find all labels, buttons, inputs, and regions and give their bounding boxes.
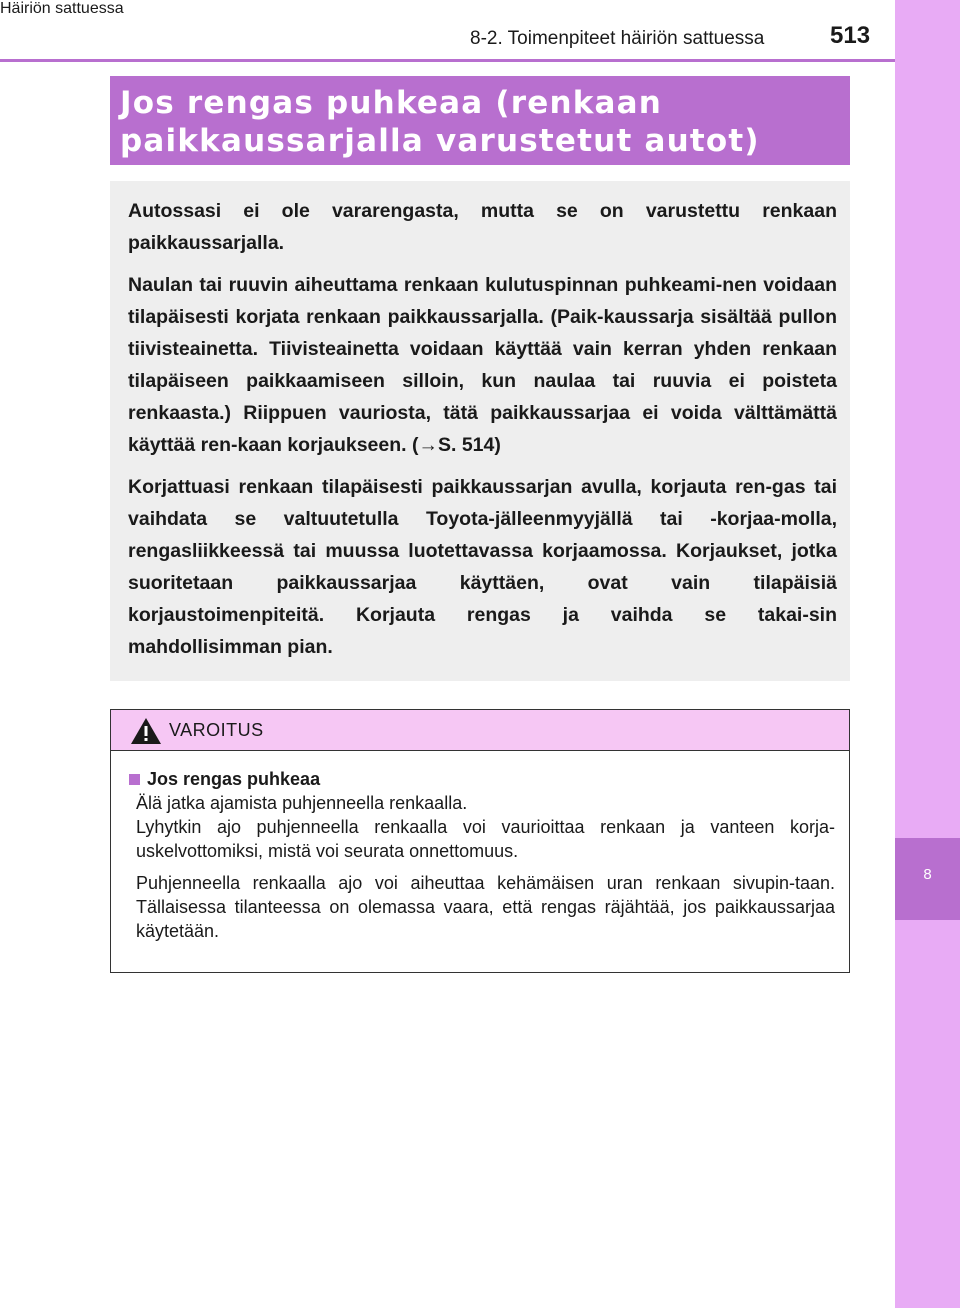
warning-item-title-text: Jos rengas puhkeaa: [147, 769, 321, 789]
intro-paragraph: Korjattuasi renkaan tilapäisesti paikkaussarjan avulla, korjauta ren-gas tai vaihdata se valtuutetulla Toyota-jälleenmyyjällä tai -korjaa-molla, rengasliikkeessä tai muussa luotettavassa korjaamossa. Korjaukset, jotka suoritetaan paikkaussarjaa käyttäen, ovat vain tilapäisiä korjaustoimenpiteitä. Korjauta rengas ja vaihda se takai-sin mahdollisimman pian.: [128, 476, 837, 658]
warning-text: Lyhytkin ajo puhjenneella renkaalla voi vaurioittaa renkaan ja vanteen korja-uskelvottomiksi, mistä voi seurata onnettomuus.: [136, 817, 835, 861]
intro-paragraph: Autossasi ei ole vararengasta, mutta se on varustettu renkaan paikkaussarjalla.: [128, 200, 837, 254]
warning-text: Älä jatka ajamista puhjenneella renkaalla.: [136, 793, 468, 813]
header-divider: [0, 59, 895, 62]
section-header: 8-2. Toimenpiteet häiriön sattuessa: [470, 28, 765, 49]
intro-paragraph: Naulan tai ruuvin aiheuttama renkaan kulutuspinnan puhkeami-nen voidaan tilapäisesti korjata renkaan paikkaussarjalla. (Paik-kaussarja sisältää pullon tiivisteainetta. Tiivisteainetta voidaan käyttää vain kerran yhden renkaan tilapäiseen paikkaamiseen silloin, kun naulaa tai ruuvia ei poisteta renkaasta.) Riippuen vauriosta, tätä paikkaussarjaa ei voida välttämättä käyttää ren-kaan korjaukseen. (→S. 514): [128, 274, 837, 456]
warning-text: Puhjenneella renkaalla ajo voi aiheuttaa kehämäisen uran renkaan sivupin-taan. Tällaisessa tilanteessa on olemassa vaara, että rengas räjähtää, jos paikkaussarjaa käytetään.: [136, 873, 835, 941]
side-tab: [895, 0, 960, 1308]
page-title-line1: Jos rengas puhkeaa (renkaan: [120, 85, 663, 121]
intro-box: [110, 181, 850, 681]
chapter-title: Häiriön sattuessa: [0, 0, 124, 17]
warning-title: VAROITUS: [169, 720, 264, 740]
title-banner: [110, 76, 850, 165]
page-number: 513: [830, 22, 871, 49]
warning-triangle-icon: [129, 716, 163, 746]
warning-header: [111, 710, 849, 751]
warning-item-title: [129, 767, 835, 791]
warning-box: [110, 709, 850, 973]
warning-body: [111, 751, 849, 943]
chapter-number: 8: [923, 866, 932, 883]
page-title-line2: paikkaussarjalla varustetut autot): [120, 123, 760, 159]
bullet-square-icon: [129, 774, 140, 785]
